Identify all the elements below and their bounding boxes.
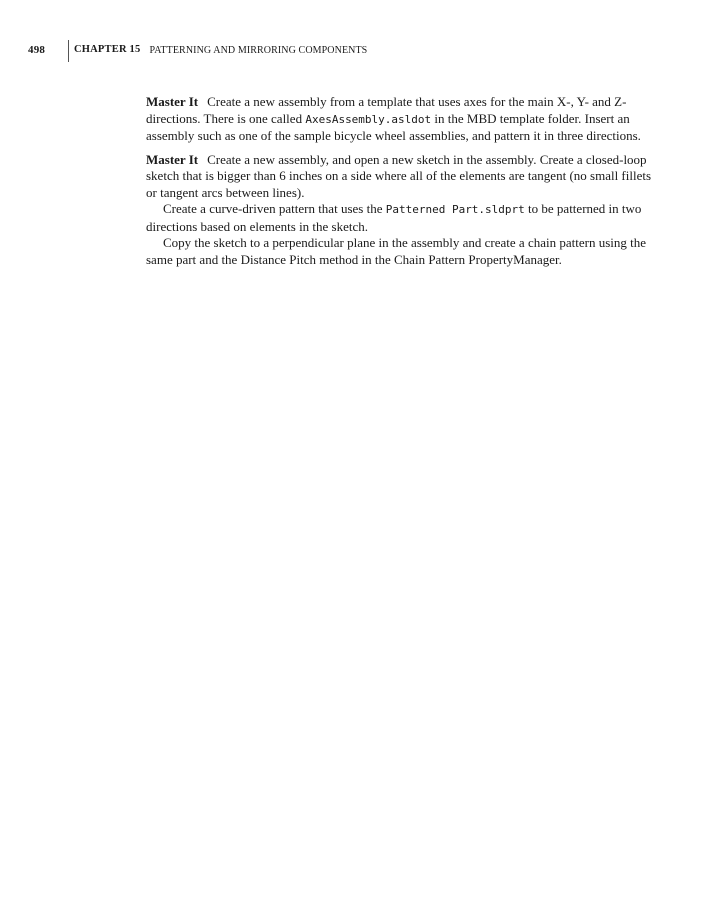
code-filename: AxesAssembly.asldot [305, 112, 432, 126]
exercise-text: Create a new assembly from a template that uses axes for the main X-, Y- and Z-directions. There is one called [146, 94, 627, 126]
exercise-text: Create a curve-driven pattern that uses the [163, 201, 386, 216]
exercise-paragraph [146, 152, 656, 202]
exercise-lead: Master It [146, 94, 199, 109]
exercise-text: to be patterned in two directions based on elements in the sketch. [146, 201, 642, 234]
exercise-paragraph [146, 235, 656, 268]
chapter-label: CHAPTER 15 [74, 44, 141, 55]
page-number: 498 [28, 44, 46, 56]
exercise-text: Copy the sketch to a perpendicular plane in the assembly and create a chain pattern using the same part and the Distance Pitch method in the Chain Pattern PropertyManager. [146, 235, 646, 267]
code-filename: Patterned Part.sldprt [385, 203, 525, 216]
header-divider [68, 40, 69, 62]
running-head [28, 40, 367, 62]
exercise-text: Create a new assembly, and open a new sketch in the assembly. Create a closed-loop sketch that is bigger than 6 inches on a side where all of the elements are tangent (no small fillets or tangent arcs between lines). [146, 151, 652, 200]
exercise-paragraph [146, 94, 656, 145]
exercise-lead: Master It [146, 151, 199, 167]
chapter-title: PATTERNING AND MIRRORING COMPONENTS [149, 44, 368, 56]
exercise-paragraph [146, 201, 656, 235]
exercise-text: in the MBD template folder. Insert an assembly such as one of the sample bicycle wheel assemblies, and pattern it in three directions. [146, 110, 641, 143]
page-body [146, 94, 656, 268]
